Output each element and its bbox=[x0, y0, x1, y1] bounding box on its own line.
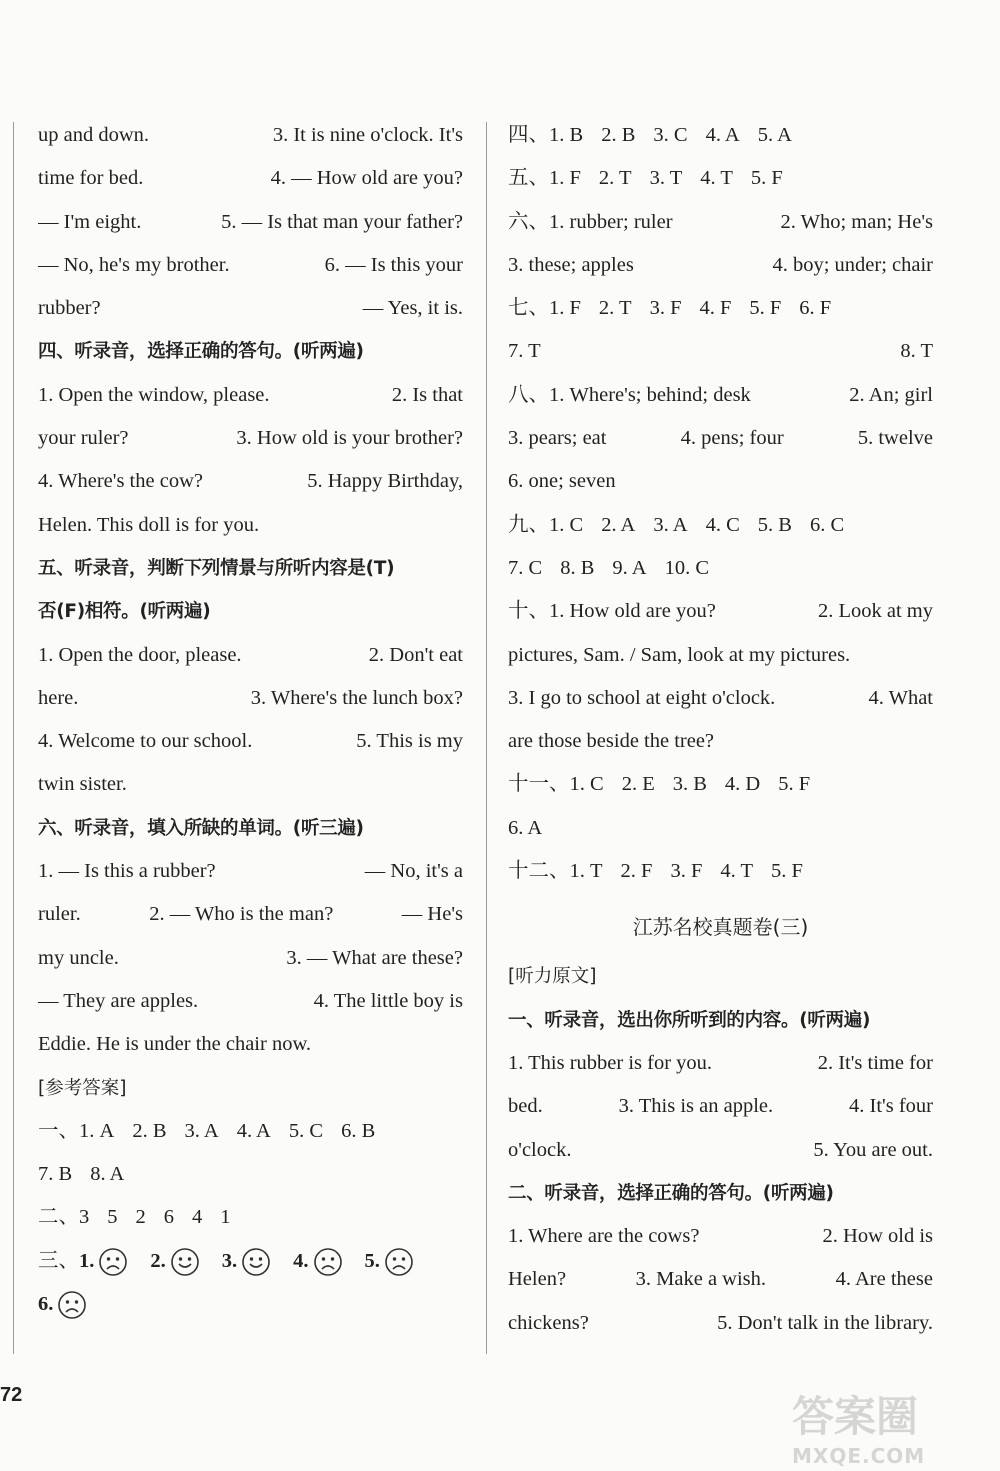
text-line bbox=[508, 1302, 933, 1345]
answer-line bbox=[508, 417, 933, 460]
answer-line-segment: 5. B bbox=[757, 513, 792, 536]
answer-line-segment: 4. C bbox=[705, 513, 740, 536]
answer-line-segment: 八、1. Where's; behind; desk bbox=[508, 383, 751, 406]
section-heading: 五、听录音，判断下列情景与所听内容是(T) bbox=[38, 557, 395, 579]
section-heading: 六、听录音，填入所缺的单词。(听三遍) bbox=[38, 817, 364, 839]
answer-line-segment: 2. A bbox=[601, 513, 636, 536]
face-number: 4. bbox=[293, 1249, 309, 1272]
faces-label: 三、 bbox=[38, 1249, 79, 1272]
answer-line-segment: 5. F bbox=[749, 297, 782, 320]
text-line-segment: — They are apples. bbox=[38, 989, 199, 1012]
text-line-segment: time for bed. bbox=[38, 167, 144, 190]
text-line bbox=[38, 114, 463, 157]
answer-line-segment: are those beside the tree? bbox=[508, 730, 715, 753]
face-number: 5. bbox=[364, 1249, 380, 1272]
transcript-label: [听力原文] bbox=[508, 966, 597, 988]
text-line bbox=[38, 201, 463, 244]
text-line-segment: o'clock. bbox=[508, 1138, 572, 1161]
answer-line bbox=[508, 850, 933, 893]
text-line-segment: 1. Where are the cows? bbox=[508, 1225, 700, 1248]
text-line bbox=[38, 1023, 463, 1066]
answer-line-segment: 4. A bbox=[236, 1119, 271, 1142]
answer-line-segment: 2. E bbox=[621, 773, 655, 796]
answer-line-segment: 五、1. F bbox=[508, 167, 581, 190]
answer-line-segment: 4. What bbox=[868, 686, 933, 709]
answer-line-segment: 2. Who; man; He's bbox=[780, 210, 933, 233]
text-line-segment: 5. Don't talk in the library. bbox=[717, 1311, 933, 1334]
answer-line-segment: 3. pears; eat bbox=[508, 427, 607, 450]
answer-line-segment: 3. B bbox=[672, 773, 707, 796]
text-line bbox=[38, 677, 463, 720]
answer-line bbox=[38, 1153, 463, 1196]
text-line-segment: 3. How old is your brother? bbox=[236, 427, 463, 450]
answer-line-segment: 3. A bbox=[653, 513, 688, 536]
text-line-segment: 3. — What are these? bbox=[286, 946, 463, 969]
text-line-segment: Eddie. He is under the chair now. bbox=[38, 1033, 312, 1056]
answer-line-segment: 4. boy; under; chair bbox=[772, 253, 933, 276]
answer-line-segment: 1 bbox=[220, 1206, 231, 1229]
answer-line-segment: 10. C bbox=[664, 556, 709, 579]
answer-line-segment: 5. F bbox=[778, 773, 811, 796]
answer-line bbox=[508, 287, 933, 330]
text-line-segment: — No, it's a bbox=[364, 860, 463, 883]
section-heading: 二、听录音，选择正确的答句。(听两遍) bbox=[508, 1182, 834, 1204]
answer-line-segment: 4. T bbox=[700, 167, 733, 190]
text-line-segment: Helen? bbox=[508, 1268, 567, 1291]
answer-line-segment: 九、1. C bbox=[508, 513, 584, 536]
text-line bbox=[38, 287, 463, 330]
answer-line-segment: 2. T bbox=[598, 297, 632, 320]
sad-face-icon bbox=[98, 1250, 150, 1272]
answer-line bbox=[508, 590, 933, 633]
text-line-segment: — No, he's my brother. bbox=[38, 253, 230, 276]
section-heading: 四、听录音，选择正确的答句。(听两遍) bbox=[38, 341, 364, 363]
text-line-segment: 4. The little boy is bbox=[313, 989, 463, 1012]
text-line-segment: 3. It is nine o'clock. It's bbox=[272, 124, 463, 146]
text-line-segment: 3. Where's the lunch box? bbox=[250, 686, 463, 709]
text-line-segment: here. bbox=[38, 686, 79, 709]
text-line-segment: 1. This rubber is for you. bbox=[508, 1051, 713, 1074]
answer-line-segment: 二、3 bbox=[38, 1206, 90, 1229]
faces-line bbox=[38, 1240, 463, 1283]
answer-line-segment: 4. pens; four bbox=[680, 427, 784, 450]
text-line-segment: chickens? bbox=[508, 1311, 589, 1334]
sad-face-icon bbox=[57, 1293, 109, 1315]
text-line bbox=[38, 720, 463, 763]
happy-face-icon bbox=[170, 1250, 222, 1272]
text-line-segment: up and down. bbox=[38, 124, 150, 146]
text-line bbox=[38, 417, 463, 460]
answer-line-segment: 4. T bbox=[720, 860, 753, 883]
section-heading: 否(F)相符。(听两遍) bbox=[38, 601, 211, 623]
face-number: 1. bbox=[79, 1249, 95, 1272]
text-line-segment: 4. Are these bbox=[835, 1268, 933, 1291]
answer-line-segment: 十一、1. C bbox=[508, 773, 604, 796]
answer-line-segment: 4 bbox=[192, 1206, 203, 1229]
text-line-segment: bed. bbox=[508, 1095, 543, 1118]
answer-line-segment: 4. D bbox=[724, 773, 761, 796]
answer-line-segment: 6. B bbox=[341, 1119, 376, 1142]
answer-line bbox=[508, 244, 933, 287]
text-line bbox=[38, 460, 463, 503]
answer-line bbox=[38, 1110, 463, 1153]
text-line-segment: 4. Where's the cow? bbox=[38, 470, 203, 493]
answer-line-segment: 4. A bbox=[705, 124, 740, 146]
left-column bbox=[38, 114, 463, 1326]
text-line bbox=[508, 1258, 933, 1301]
answer-line-segment: 3. C bbox=[653, 124, 688, 146]
answer-line-segment: 5. twelve bbox=[857, 427, 933, 450]
text-line bbox=[38, 763, 463, 806]
text-line bbox=[508, 1085, 933, 1128]
answer-line bbox=[508, 504, 933, 547]
text-line-segment: 3. This is an apple. bbox=[618, 1095, 774, 1118]
answer-line-segment: 2. Look at my bbox=[817, 600, 933, 623]
answer-line bbox=[508, 547, 933, 590]
text-line bbox=[38, 244, 463, 287]
answer-line-segment: 一、1. A bbox=[38, 1119, 115, 1142]
text-line-segment: 1. Open the door, please. bbox=[38, 643, 242, 666]
sad-face-icon bbox=[313, 1250, 365, 1272]
answer-line bbox=[508, 157, 933, 200]
answer-line bbox=[508, 807, 933, 850]
text-line bbox=[38, 893, 463, 936]
answer-line-segment: 2. B bbox=[132, 1119, 167, 1142]
answer-line-segment: 9. A bbox=[612, 556, 647, 579]
answer-line bbox=[508, 677, 933, 720]
text-line-segment: 1. Open the window, please. bbox=[38, 383, 270, 406]
text-line-segment: 5. This is my bbox=[356, 730, 463, 753]
text-line-segment: 6. — Is this your bbox=[324, 253, 463, 276]
answer-line-segment: 十、1. How old are you? bbox=[508, 600, 716, 623]
answer-line-segment: 5. F bbox=[771, 860, 803, 883]
text-line-segment: 2. — Who is the man? bbox=[149, 903, 334, 926]
answer-line-segment: 5. A bbox=[757, 124, 792, 146]
answer-line bbox=[508, 634, 933, 677]
answer-line-segment: 4. F bbox=[699, 297, 732, 320]
face-number: 3. bbox=[221, 1249, 238, 1272]
text-line bbox=[38, 937, 463, 980]
answer-line-segment: 3. A bbox=[184, 1119, 219, 1142]
text-line-segment: rubber? bbox=[38, 297, 101, 320]
happy-face-icon bbox=[241, 1250, 293, 1272]
text-line-segment: — He's bbox=[401, 903, 463, 926]
text-line-segment: 2. Don't eat bbox=[368, 643, 463, 666]
text-line-segment: 1. — Is this a rubber? bbox=[38, 860, 216, 883]
answer-line-segment: 2. B bbox=[601, 124, 636, 146]
text-line-segment: 4. — How old are you? bbox=[270, 167, 463, 190]
answer-line-segment: pictures, Sam. / Sam, look at my pictures. bbox=[508, 643, 851, 666]
answer-line-segment: 3. F bbox=[670, 860, 703, 883]
answer-line bbox=[508, 460, 933, 503]
answer-line-segment: 7. C bbox=[508, 556, 543, 579]
text-line-segment: Helen. This doll is for you. bbox=[38, 513, 260, 536]
text-line-segment: 3. Make a wish. bbox=[635, 1268, 767, 1291]
text-line-segment: — Yes, it is. bbox=[362, 297, 463, 320]
text-line bbox=[38, 504, 463, 547]
text-line bbox=[38, 157, 463, 200]
text-line bbox=[38, 634, 463, 677]
answer-line bbox=[508, 330, 933, 373]
left-margin-rule bbox=[13, 122, 14, 1354]
right-column bbox=[508, 114, 933, 1345]
answer-line-segment: 6. F bbox=[799, 297, 832, 320]
text-line bbox=[508, 1129, 933, 1172]
text-line bbox=[38, 374, 463, 417]
text-line-segment: my uncle. bbox=[38, 946, 119, 969]
answer-line-segment: 6 bbox=[163, 1206, 174, 1229]
answer-line-segment: 十二、1. T bbox=[508, 860, 603, 883]
answer-line-segment: 2. T bbox=[598, 167, 632, 190]
answer-line-segment: 7. T bbox=[508, 340, 541, 363]
text-line-segment: 2. How old is bbox=[822, 1225, 933, 1248]
answer-line-segment: 3. F bbox=[649, 297, 682, 320]
answer-line bbox=[508, 763, 933, 806]
answer-line-segment: 2. An; girl bbox=[849, 383, 933, 406]
answer-line-segment: 6. C bbox=[809, 513, 845, 536]
answer-line-segment: 8. A bbox=[90, 1163, 125, 1186]
answer-line-segment: 六、1. rubber; ruler bbox=[508, 210, 673, 233]
face-number: 2. bbox=[150, 1249, 166, 1272]
faces-line bbox=[38, 1283, 463, 1326]
answer-line bbox=[508, 114, 933, 157]
answer-line-segment: 5. F bbox=[750, 167, 783, 190]
answer-line bbox=[508, 720, 933, 763]
page-number: 72 bbox=[0, 1384, 23, 1406]
answer-line-segment: 3. I go to school at eight o'clock. bbox=[508, 686, 776, 709]
answer-line-segment: 5 bbox=[107, 1206, 118, 1229]
watermark-logo: 答案圈 bbox=[792, 1392, 919, 1441]
answer-line-segment: 8. B bbox=[560, 556, 595, 579]
answer-line-segment: 6. A bbox=[508, 816, 543, 839]
watermark bbox=[792, 1384, 982, 1468]
answer-line-segment: 8. T bbox=[900, 340, 933, 363]
section-title: 江苏名校真题卷(三) bbox=[632, 915, 809, 940]
answer-line-segment: 2 bbox=[135, 1206, 146, 1229]
column-divider bbox=[486, 122, 487, 1354]
text-line-segment: 2. It's time for bbox=[817, 1051, 933, 1074]
sad-face-icon bbox=[384, 1250, 436, 1272]
face-number: 6. bbox=[38, 1293, 54, 1316]
text-line bbox=[508, 1042, 933, 1085]
answer-line-segment: 7. B bbox=[38, 1163, 73, 1186]
text-line bbox=[508, 1215, 933, 1258]
text-line-segment: 4. Welcome to our school. bbox=[38, 730, 253, 753]
text-line-segment: twin sister. bbox=[38, 773, 127, 796]
answer-line-segment: 6. one; seven bbox=[508, 470, 616, 493]
answer-line bbox=[508, 201, 933, 244]
text-line-segment: — I'm eight. bbox=[38, 210, 142, 233]
answer-line-segment: 2. F bbox=[620, 860, 653, 883]
answer-line bbox=[38, 1196, 463, 1239]
answer-line-segment: 四、1. B bbox=[508, 124, 584, 146]
answer-line bbox=[508, 374, 933, 417]
answer-line-segment: 5. C bbox=[288, 1119, 324, 1142]
answer-line-segment: 3. these; apples bbox=[508, 253, 634, 276]
text-line bbox=[38, 850, 463, 893]
answer-line-segment: 七、1. F bbox=[508, 297, 581, 320]
text-line-segment: 5. You are out. bbox=[813, 1138, 933, 1161]
text-line-segment: 4. It's four bbox=[849, 1095, 933, 1118]
answers-label: [参考答案] bbox=[38, 1077, 127, 1099]
text-line-segment: 5. — Is that man your father? bbox=[221, 210, 463, 233]
section-heading: 一、听录音，选出你所听到的内容。(听两遍) bbox=[508, 1009, 871, 1031]
answer-line-segment: 3. T bbox=[649, 167, 683, 190]
watermark-url: MXQE.COM bbox=[792, 1444, 926, 1468]
text-line bbox=[38, 980, 463, 1023]
text-line-segment: 2. Is that bbox=[391, 383, 463, 406]
text-line-segment: ruler. bbox=[38, 903, 81, 926]
text-line-segment: 5. Happy Birthday, bbox=[307, 470, 463, 493]
text-line-segment: your ruler? bbox=[38, 427, 129, 450]
